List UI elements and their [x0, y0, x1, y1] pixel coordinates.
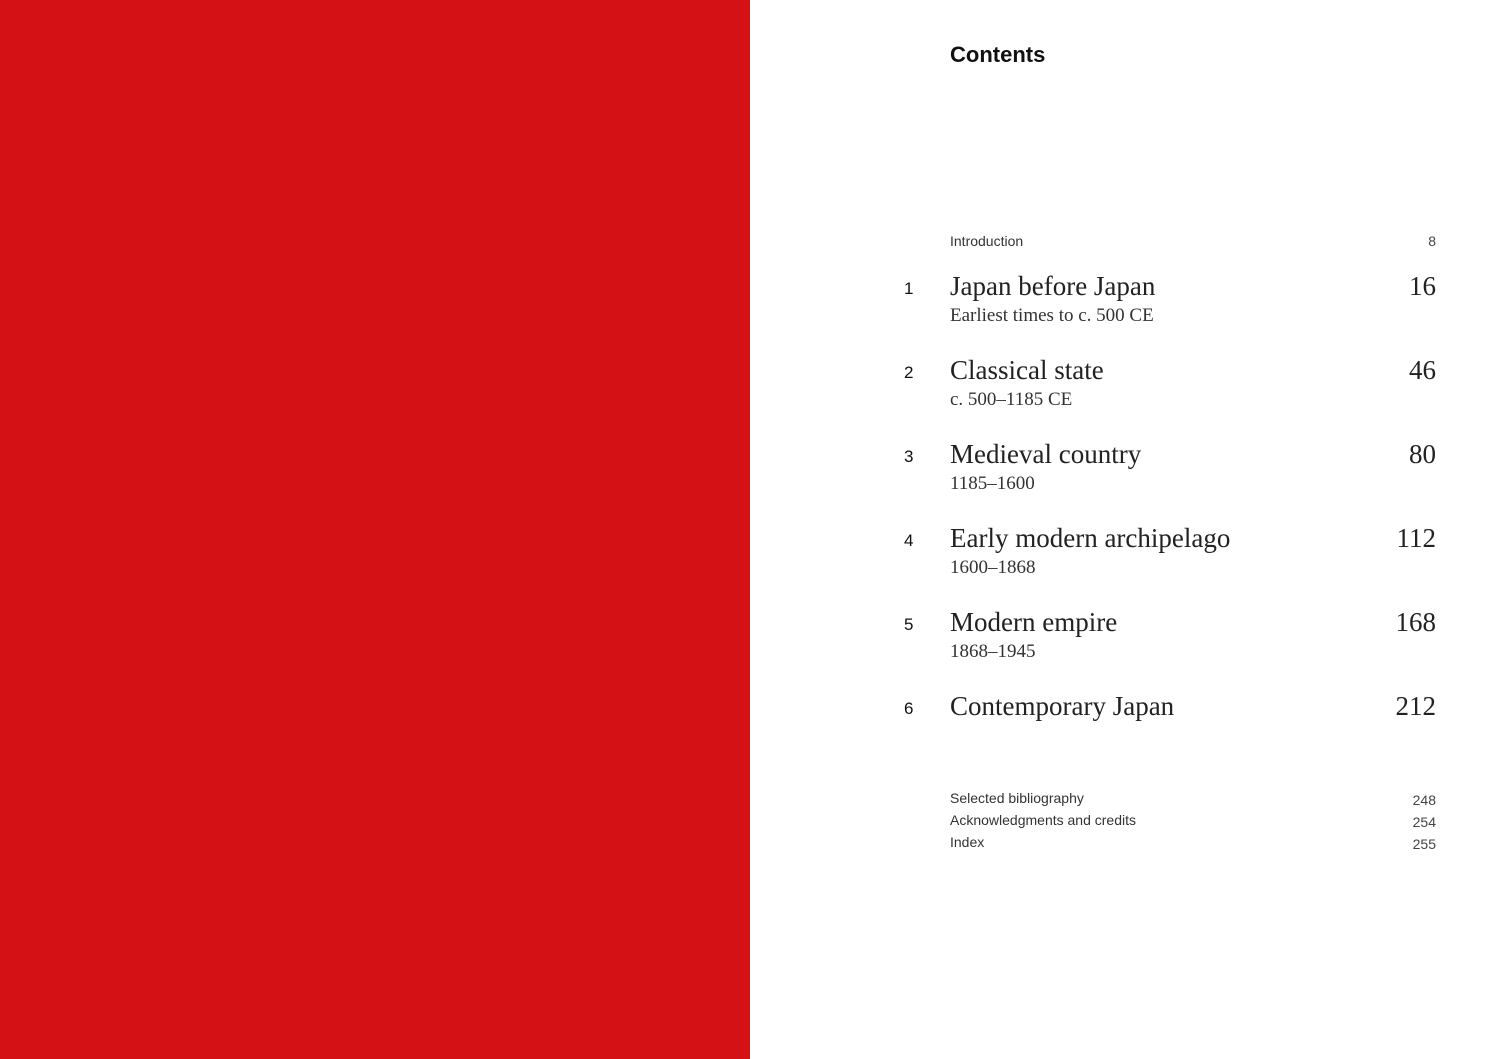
chapter-subtitle: c. 500–1185 CE: [950, 389, 1073, 410]
chapter-title: Modern empire: [950, 607, 1118, 637]
back-matter-list: [950, 790, 1436, 856]
introduction-title: Introduction: [950, 233, 1024, 249]
chapter-number: 3: [904, 447, 914, 466]
chapter-number: 5: [904, 615, 914, 634]
back-matter-entry[interactable]: [950, 790, 1436, 812]
chapter-entry[interactable]: [900, 607, 1436, 677]
chapter-subtitle: 1185–1600: [950, 473, 1035, 494]
back-matter-page: 248: [1412, 792, 1436, 808]
chapter-title: Classical state: [950, 355, 1104, 385]
chapter-entry[interactable]: [900, 439, 1436, 509]
chapter-number: 2: [904, 363, 914, 382]
contents-heading: Contents: [950, 42, 1046, 67]
chapter-subtitle: 1600–1868: [950, 557, 1036, 578]
chapter-page: 46: [1409, 355, 1436, 385]
introduction-page: 8: [1428, 233, 1436, 249]
back-matter-title: Index: [950, 834, 985, 850]
back-matter-title: Acknowledgments and credits: [950, 812, 1136, 828]
chapter-title: Contemporary Japan: [950, 691, 1175, 721]
introduction-entry[interactable]: [950, 233, 1436, 255]
chapter-entry[interactable]: [900, 691, 1436, 761]
chapter-page: 112: [1396, 523, 1436, 553]
back-matter-entry[interactable]: [950, 834, 1436, 856]
chapter-page: 212: [1395, 691, 1436, 721]
chapter-number: 4: [904, 531, 914, 550]
chapter-entry[interactable]: [900, 355, 1436, 425]
chapter-subtitle: 1868–1945: [950, 641, 1036, 662]
chapter-number: 1: [904, 279, 914, 298]
back-matter-page: 255: [1412, 836, 1436, 852]
chapter-entry[interactable]: [900, 523, 1436, 593]
chapter-page: 168: [1395, 607, 1436, 637]
chapter-number: 6: [904, 699, 914, 718]
back-matter-page: 254: [1412, 814, 1436, 830]
chapter-title: Medieval country: [950, 439, 1142, 469]
back-matter-title: Selected bibliography: [950, 790, 1084, 806]
chapter-page: 16: [1409, 271, 1436, 301]
chapter-page: 80: [1409, 439, 1436, 469]
back-matter-entry[interactable]: [950, 812, 1436, 834]
chapter-title: Japan before Japan: [950, 271, 1156, 301]
chapter-title: Early modern archipelago: [950, 523, 1231, 553]
chapter-entry[interactable]: [900, 271, 1436, 341]
chapter-subtitle: Earliest times to c. 500 CE: [950, 305, 1154, 326]
